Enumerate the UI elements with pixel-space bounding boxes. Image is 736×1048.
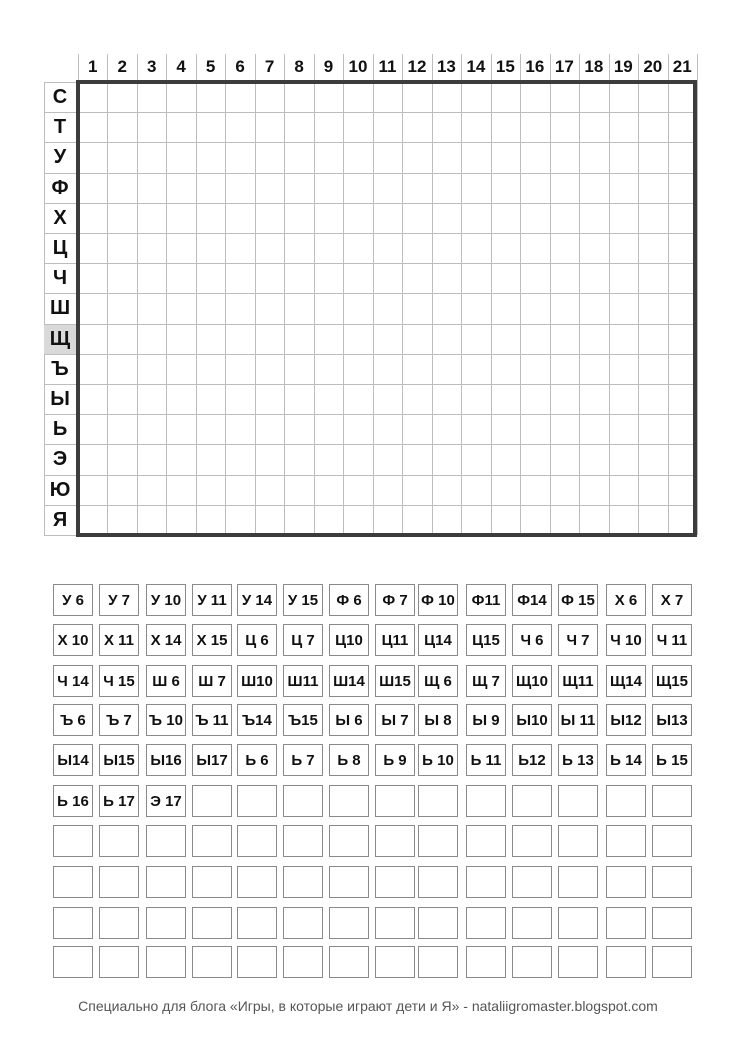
coordinate-box: Х 10	[53, 624, 93, 656]
empty-coordinate-box	[375, 866, 415, 898]
empty-coordinate-box	[375, 825, 415, 857]
empty-coordinate-box	[146, 907, 186, 939]
column-number: 21	[672, 57, 692, 76]
drawing-area-frame	[76, 80, 697, 537]
coordinate-box: Ы 9	[466, 704, 506, 736]
empty-coordinate-box	[283, 907, 323, 939]
empty-coordinate-box	[329, 907, 369, 939]
coordinate-box: Ф11	[466, 584, 506, 616]
coordinate-box: Ф14	[512, 584, 552, 616]
coordinate-box: У 7	[99, 584, 139, 616]
column-number: 6	[235, 57, 245, 76]
empty-coordinate-box	[53, 946, 93, 978]
coordinate-box: У 6	[53, 584, 93, 616]
empty-coordinate-box	[558, 785, 598, 817]
coordinate-box: Ъ 11	[192, 704, 232, 736]
empty-coordinate-box	[418, 866, 458, 898]
empty-coordinate-box	[558, 946, 598, 978]
row-letter: Ц	[52, 237, 68, 260]
coordinate-box: Ч 15	[99, 665, 139, 697]
coordinate-box: Ц10	[329, 624, 369, 656]
coordinate-box: Х 15	[192, 624, 232, 656]
coordinate-box: Ч 6	[512, 624, 552, 656]
coordinate-box: Щ14	[606, 665, 646, 697]
empty-coordinate-box	[53, 866, 93, 898]
coordinate-box: Ь 9	[375, 744, 415, 776]
coordinate-box: Ь 7	[283, 744, 323, 776]
coordinate-box: Ч 14	[53, 665, 93, 697]
coordinate-box: Ш 7	[192, 665, 232, 697]
empty-coordinate-box	[466, 907, 506, 939]
empty-coordinate-box	[466, 825, 506, 857]
coordinate-box: Ъ 10	[146, 704, 186, 736]
empty-coordinate-box	[192, 946, 232, 978]
empty-coordinate-box	[418, 785, 458, 817]
coordinate-box: У 15	[283, 584, 323, 616]
column-number: 14	[466, 57, 486, 76]
coordinate-box: Ь 14	[606, 744, 646, 776]
coordinate-box: Ф 15	[558, 584, 598, 616]
column-number: 12	[407, 57, 427, 76]
column-number: 9	[323, 57, 334, 76]
coordinate-box: Ч 11	[652, 624, 692, 656]
empty-coordinate-box	[606, 907, 646, 939]
coordinate-box: Ф 6	[329, 584, 369, 616]
coordinate-box: Ъ 6	[53, 704, 93, 736]
row-letter: Ч	[52, 267, 68, 290]
row-letter: Ь	[52, 418, 68, 441]
column-divider	[697, 54, 698, 535]
empty-coordinate-box	[192, 825, 232, 857]
footer-credit: Специально для блога «Игры, в которые играют дети и Я» - nataliigromaster.blogspot.com	[78, 998, 658, 1014]
empty-coordinate-box	[192, 785, 232, 817]
empty-coordinate-box	[558, 907, 598, 939]
coordinate-box: Ы17	[192, 744, 232, 776]
empty-coordinate-box	[283, 825, 323, 857]
row-letter: С	[52, 86, 68, 109]
row-letter: Ф	[51, 176, 69, 199]
empty-coordinate-box	[99, 907, 139, 939]
row-letter: Т	[53, 116, 67, 139]
coordinate-box: Ы10	[512, 704, 552, 736]
coordinate-box: Ш15	[375, 665, 415, 697]
column-number: 18	[584, 57, 604, 76]
coordinate-box: Ф 10	[418, 584, 458, 616]
empty-coordinate-box	[237, 825, 277, 857]
coordinate-box: Ы16	[146, 744, 186, 776]
empty-coordinate-box	[512, 825, 552, 857]
coordinate-box: Ь 13	[558, 744, 598, 776]
empty-coordinate-box	[512, 946, 552, 978]
coordinate-box: Ц 7	[283, 624, 323, 656]
coordinate-box: Ф 7	[375, 584, 415, 616]
empty-coordinate-box	[418, 907, 458, 939]
coordinate-box: Ы 7	[375, 704, 415, 736]
empty-coordinate-box	[466, 946, 506, 978]
coordinate-box: Ь 17	[99, 785, 139, 817]
empty-coordinate-box	[146, 866, 186, 898]
coordinate-box: Ц15	[466, 624, 506, 656]
coordinate-box: Х 7	[652, 584, 692, 616]
coordinate-box: Ч 7	[558, 624, 598, 656]
coordinate-box: У 14	[237, 584, 277, 616]
empty-coordinate-box	[99, 946, 139, 978]
coordinate-box: Ч 10	[606, 624, 646, 656]
empty-coordinate-box	[652, 825, 692, 857]
coordinate-box: Х 11	[99, 624, 139, 656]
empty-coordinate-box	[418, 825, 458, 857]
coordinate-box: Щ 6	[418, 665, 458, 697]
coordinate-box: Щ10	[512, 665, 552, 697]
empty-coordinate-box	[53, 907, 93, 939]
empty-coordinate-box	[652, 785, 692, 817]
coordinate-box: У 10	[146, 584, 186, 616]
coordinate-box: Ш11	[283, 665, 323, 697]
column-number: 8	[294, 57, 304, 76]
column-number: 3	[146, 57, 157, 76]
coordinate-box: Ь12	[512, 744, 552, 776]
row-letter: Э	[52, 448, 68, 471]
empty-coordinate-box	[99, 825, 139, 857]
empty-coordinate-box	[375, 907, 415, 939]
empty-coordinate-box	[466, 866, 506, 898]
coordinate-box: Х 14	[146, 624, 186, 656]
column-number: 13	[436, 57, 456, 76]
empty-coordinate-box	[329, 785, 369, 817]
empty-coordinate-box	[418, 946, 458, 978]
coordinate-box: Ы15	[99, 744, 139, 776]
empty-coordinate-box	[237, 866, 277, 898]
coordinate-box: Ъ14	[237, 704, 277, 736]
column-number: 15	[495, 57, 515, 76]
empty-coordinate-box	[652, 866, 692, 898]
empty-coordinate-box	[375, 946, 415, 978]
column-number: 10	[348, 57, 368, 76]
row-letter: Ы	[50, 388, 70, 411]
row-letter: Ю	[49, 478, 71, 501]
coordinate-box: Ь 11	[466, 744, 506, 776]
column-number: 17	[554, 57, 574, 76]
coordinate-box: Щ11	[558, 665, 598, 697]
empty-coordinate-box	[606, 825, 646, 857]
column-number: 2	[117, 57, 127, 76]
empty-coordinate-box	[512, 907, 552, 939]
row-letter: Ъ	[51, 357, 69, 380]
empty-coordinate-box	[606, 866, 646, 898]
coordinate-box: Ь 10	[418, 744, 458, 776]
empty-coordinate-box	[329, 825, 369, 857]
coordinate-box: Ь 16	[53, 785, 93, 817]
coordinate-box: Ы 6	[329, 704, 369, 736]
empty-coordinate-box	[329, 866, 369, 898]
coordinate-box: Ш14	[329, 665, 369, 697]
coordinate-box: Ъ 7	[99, 704, 139, 736]
coordinate-box: Ш10	[237, 665, 277, 697]
coordinate-box: Ъ15	[283, 704, 323, 736]
coordinate-box: Ы14	[53, 744, 93, 776]
column-number: 5	[205, 57, 216, 76]
empty-coordinate-box	[237, 946, 277, 978]
empty-coordinate-box	[237, 785, 277, 817]
empty-coordinate-box	[652, 946, 692, 978]
row-letter: Х	[53, 206, 67, 229]
column-number: 16	[525, 57, 545, 76]
row-letter: Щ	[44, 325, 76, 354]
column-number: 4	[176, 57, 186, 76]
empty-coordinate-box	[375, 785, 415, 817]
empty-coordinate-box	[237, 907, 277, 939]
column-number: 7	[264, 57, 275, 76]
empty-coordinate-box	[99, 866, 139, 898]
coordinate-box: Э 17	[146, 785, 186, 817]
empty-coordinate-box	[512, 785, 552, 817]
coordinate-box: Щ15	[652, 665, 692, 697]
row-letter: Ш	[49, 297, 71, 320]
coordinate-box: Ы12	[606, 704, 646, 736]
coordinate-box: Ь 8	[329, 744, 369, 776]
coordinate-box: Х 6	[606, 584, 646, 616]
empty-coordinate-box	[606, 785, 646, 817]
empty-coordinate-box	[283, 866, 323, 898]
coordinate-box: Ь 6	[237, 744, 277, 776]
coordinate-box: Ы 11	[558, 704, 598, 736]
coordinate-box: Ш 6	[146, 665, 186, 697]
coordinate-box: Ц11	[375, 624, 415, 656]
coordinate-box: У 11	[192, 584, 232, 616]
coordinate-box: Ы13	[652, 704, 692, 736]
coordinate-box: Ы 8	[418, 704, 458, 736]
empty-coordinate-box	[606, 946, 646, 978]
column-number: 1	[88, 57, 98, 76]
empty-coordinate-box	[283, 946, 323, 978]
empty-coordinate-box	[512, 866, 552, 898]
empty-coordinate-box	[146, 825, 186, 857]
empty-coordinate-box	[558, 866, 598, 898]
empty-coordinate-box	[192, 907, 232, 939]
column-number: 20	[643, 57, 663, 76]
column-number: 19	[613, 57, 633, 76]
coordinate-box: Ц14	[418, 624, 458, 656]
coordinate-box: Ц 6	[237, 624, 277, 656]
empty-coordinate-box	[466, 785, 506, 817]
coordinate-box: Щ 7	[466, 665, 506, 697]
empty-coordinate-box	[53, 825, 93, 857]
row-letter: У	[53, 146, 67, 169]
empty-coordinate-box	[558, 825, 598, 857]
empty-coordinate-box	[652, 907, 692, 939]
empty-coordinate-box	[192, 866, 232, 898]
empty-coordinate-box	[146, 946, 186, 978]
empty-coordinate-box	[283, 785, 323, 817]
empty-coordinate-box	[329, 946, 369, 978]
row-letter: Я	[52, 508, 68, 531]
column-number: 11	[378, 57, 397, 76]
coordinate-box: Ь 15	[652, 744, 692, 776]
